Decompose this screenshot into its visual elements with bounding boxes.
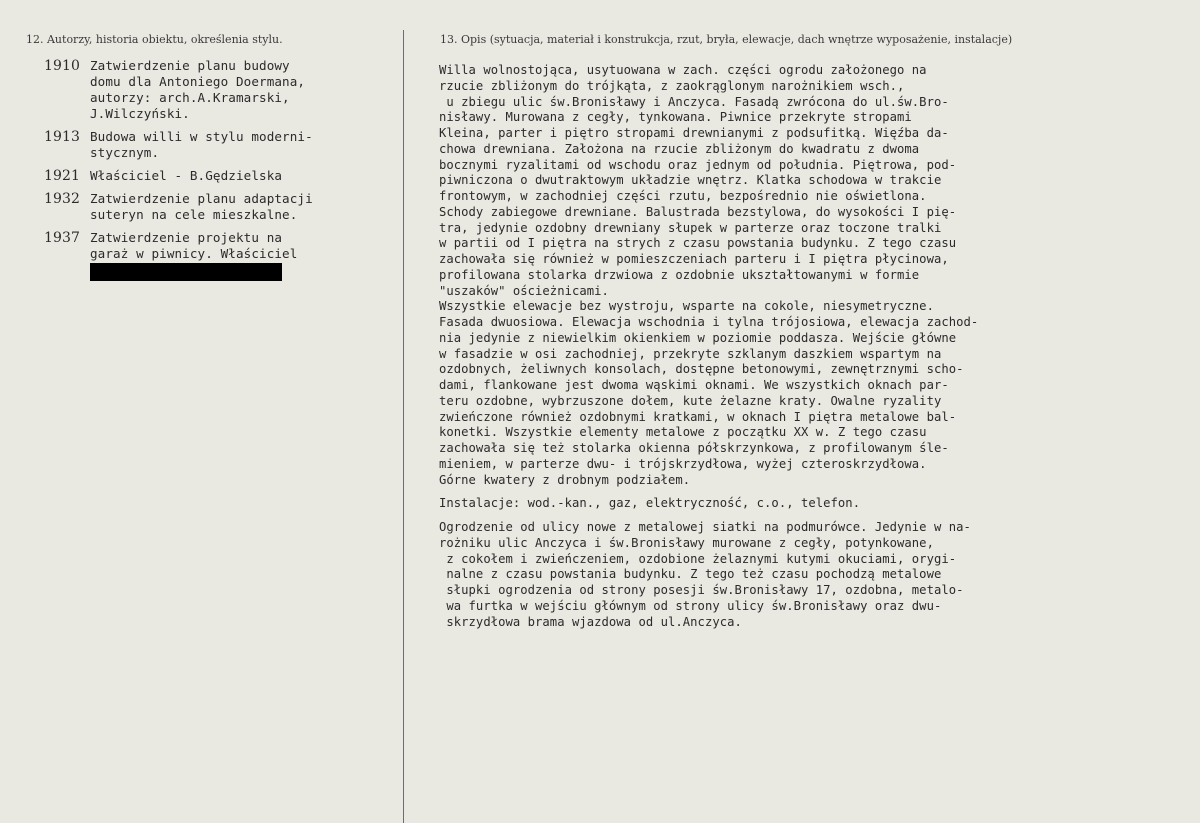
- description-line: skrzydłowa brama wjazdowa od ul.Anczyca.: [439, 614, 742, 629]
- description-line: zachowała się również w pomieszczeniach parteru i I piętra płycinowa,: [439, 252, 949, 266]
- history-year: 1921: [44, 168, 81, 184]
- description-paragraph: [439, 63, 1184, 488]
- description-line: ozdobnych, żeliwnych konsolach, dostępne betonowymi, zewnętrznymi scho-: [439, 362, 964, 377]
- description-line: Willa wolnostojąca, usytuowana w zach. części ogrodu założonego na: [439, 63, 927, 77]
- description-line: Instalacje: wod.-kan., gaz, elektryczność, c.o., telefon.: [439, 496, 861, 511]
- description-line: Schody zabiegowe drewniane. Balustrada bezstylowa, do wysokości I pię-: [439, 204, 957, 219]
- history-line: Właściciel - B.Gędzielska: [90, 168, 283, 183]
- history-line: domu dla Antoniego Doermana,: [90, 74, 306, 89]
- history-entry: [44, 129, 399, 161]
- description-line: Górne kwatery z drobnym podziałem.: [439, 472, 691, 487]
- description-line: rzucie zbliżonym do trójkąta, z zaokrąglonym narożnikiem wsch.,: [439, 78, 905, 93]
- history-line: Zatwierdzenie planu budowy: [90, 58, 290, 73]
- description-line: dami, flankowane jest dwoma wąskimi oknami. We wszystkich oknach par-: [439, 378, 949, 392]
- description-line: Wszystkie elewacje bez wystroju, wsparte na cokole, niesymetryczne.: [439, 299, 934, 314]
- description-line: Kleina, parter i piętro stropami drewnianymi z podsufitką. Więźba da-: [439, 126, 949, 140]
- description-line: zwieńczone również ozdobnymi kratkami, w oknach I piętra metalowe bal-: [439, 409, 957, 424]
- history-text: [90, 230, 399, 281]
- history-entry: [44, 58, 399, 122]
- description-paragraph: [439, 520, 1184, 630]
- history-entry: [44, 230, 399, 281]
- history-text: [90, 58, 399, 122]
- history-line: garaż w piwnicy. Właściciel: [90, 246, 298, 261]
- history-year: 1937: [44, 230, 81, 246]
- description-column: [439, 63, 1184, 638]
- description-line: nia jedynie z niewielkim okienkiem w poziomie poddasza. Wejście główne: [439, 330, 957, 345]
- description-line: mieniem, w parterze dwu- i trójskrzydłowa, wyżej czteroskrzydłowa.: [439, 456, 927, 471]
- description-line: piwniczona o dwutraktowym układzie wnętrz. Klatka schodowa w trakcie: [439, 173, 942, 188]
- description-line: w partii od I piętra na strych z czasu powstania budynku. Z tego czasu: [439, 236, 957, 251]
- description-line: Ogrodzenie od ulicy nowe z metalowej siatki na podmurówce. Jedynie w na-: [439, 520, 971, 534]
- description-line: słupki ogrodzenia od strony posesji św.Bronisławy 17, ozdobna, metalo-: [439, 583, 964, 597]
- history-year: 1932: [44, 191, 81, 207]
- history-line: stycznym.: [90, 145, 160, 160]
- history-line: suteryn na cele mieszkalne.: [90, 207, 298, 222]
- description-line: nalne z czasu powstania budynku. Z tego też czasu pochodzą metalowe: [439, 567, 942, 582]
- history-column: [44, 58, 399, 288]
- history-entry: [44, 168, 399, 184]
- history-line: Zatwierdzenie projektu na: [90, 230, 283, 245]
- description-line: konetki. Wszystkie elementy metalowe z początku XX w. Z tego czasu: [439, 425, 927, 440]
- history-text: [90, 129, 399, 161]
- description-line: rożniku ulic Anczyca i św.Bronisławy murowane z cegły, potynkowane,: [439, 535, 934, 550]
- history-text: [90, 191, 399, 223]
- description-line: z cokołem i zwieńczeniem, ozdobione żelaznymi kutymi okuciami, orygi-: [439, 551, 957, 566]
- description-line: teru ozdobne, wybrzuszone dołem, kute żelazne kraty. Owalne ryzality: [439, 393, 942, 408]
- redaction-bar: [90, 263, 282, 281]
- description-line: nisławy. Murowana z cegły, tynkowana. Piwnice przekryte stropami: [439, 110, 912, 125]
- description-line: "uszaków" ościeżnicami.: [439, 283, 609, 298]
- description-line: zachowała się też stolarka okienna półskrzynkowa, z profilowanym śle-: [439, 441, 949, 455]
- description-line: tra, jedynie ozdobny drewniany słupek w parterze oraz toczone tralki: [439, 220, 942, 235]
- history-entry: [44, 191, 399, 223]
- history-line: Zatwierdzenie planu adaptacji: [90, 191, 313, 206]
- description-line: frontowym, w zachodniej części rzutu, bezpośrednio nie oświetlona.: [439, 189, 927, 203]
- section-12-heading: 12. Autorzy, historia obiektu, określenia stylu.: [26, 33, 283, 46]
- history-line: J.Wilczyński.: [90, 106, 190, 121]
- description-line: wa furtka w wejściu głównym od strony ulicy św.Bronisławy oraz dwu-: [439, 598, 942, 613]
- description-line: Fasada dwuosiowa. Elewacja wschodnia i tylna trójosiowa, elewacja zachod-: [439, 315, 979, 329]
- description-line: bocznymi ryzalitami od wschodu oraz jednym od południa. Piętrowa, pod-: [439, 157, 957, 172]
- history-text: [90, 168, 399, 184]
- column-divider: [403, 30, 404, 823]
- section-13-heading: 13. Opis (sytuacja, materiał i konstrukcja, rzut, bryła, elewacje, dach wnętrze wyposażenie, instalacje): [440, 33, 1013, 46]
- description-line: chowa drewniana. Założona na rzucie zbliżonym do kwadratu z dwoma: [439, 141, 920, 156]
- history-line: autorzy: arch.A.Kramarski,: [90, 90, 290, 105]
- description-line: profilowana stolarka drzwiowa z ozdobnie ukształtowanymi w formie: [439, 267, 920, 282]
- history-line: Budowa willi w stylu moderni-: [90, 129, 313, 144]
- description-line: w fasadzie w osi zachodniej, przekryte szklanym daszkiem wspartym na: [439, 346, 942, 361]
- history-year: 1910: [44, 58, 81, 74]
- history-year: 1913: [44, 129, 81, 145]
- description-paragraph: [439, 496, 1184, 512]
- description-line: u zbiegu ulic św.Bronisławy i Anczyca. Fasadą zwrócona do ul.św.Bro-: [439, 94, 949, 109]
